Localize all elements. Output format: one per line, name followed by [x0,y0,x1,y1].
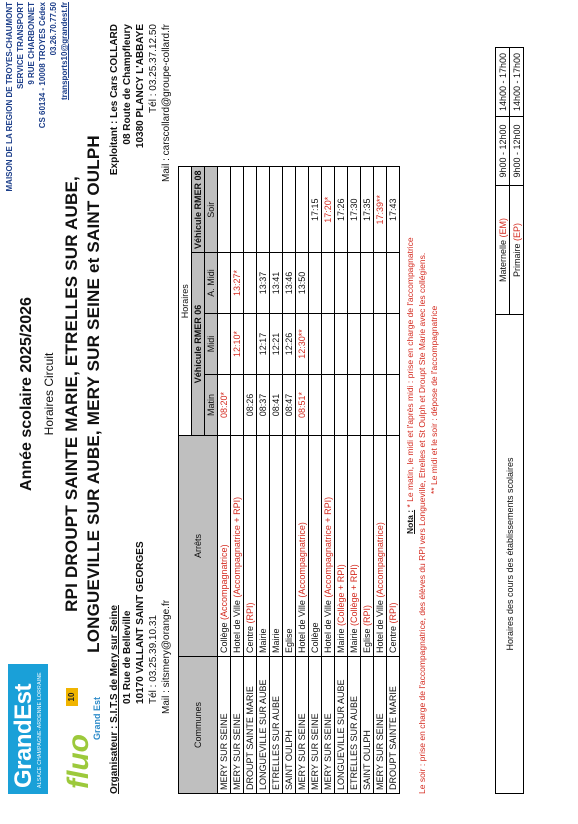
time-soir: 17:43 [387,167,400,253]
time-midi: 12:21 [270,314,283,375]
arret-cell [374,436,387,657]
time-midi [387,314,400,375]
organisateur-addr1: 01 Rue de Belleville [122,610,133,704]
header-amidi: A. Midi [205,253,218,314]
header-midi: Midi [205,314,218,375]
arret-name: Mairie [335,628,346,653]
arret-cell [361,436,374,657]
time-midi: 12:30** [296,314,309,375]
table-row [348,167,361,794]
arret-note: (RPI) [361,604,372,629]
commune-cell: MERY SUR SEINE [231,657,244,794]
time-matin [387,375,400,436]
time-matin: 08:26 [244,375,257,436]
arret-name: Hotel de Ville [322,600,333,653]
organisateur-addr2: 10170 VALLANT SAINT GEORGES [135,541,146,704]
course-am: 9h00 - 12h00 [510,117,524,186]
header-row-1 [179,167,192,794]
course-level-name: Primaire [511,243,522,278]
header-vehicle-2: Véhicule RMER 08 [192,167,205,253]
time-amidi [335,253,348,314]
table-row [322,167,335,794]
arret-cell [296,436,309,657]
commune-cell: SAINT OULPH [361,657,374,794]
time-midi [335,314,348,375]
time-matin: 08:20* [218,375,231,436]
arret-cell [309,436,322,657]
region-line-2: SERVICE TRANSPORT [16,2,25,89]
table-row [387,167,400,794]
time-soir [218,167,231,253]
table-row [231,167,244,794]
course-level-tag: (EP) [511,222,522,244]
region-line-3: 9 RUE CHARBONNET [27,2,36,85]
arret-note: (RPI) [244,602,255,626]
fluo-subtitle: Grand Est [92,696,102,740]
organisateur-block [108,541,173,794]
time-midi: 12:17 [257,314,270,375]
time-matin [231,375,244,436]
note-1 [404,237,416,534]
grandest-logo [8,664,48,794]
course-level [496,186,510,315]
time-amidi [322,253,335,314]
time-midi [244,314,257,375]
region-line-4: CS 60134 - 10008 TROYES Cédex [38,2,47,129]
course-level-name: Maternelle [497,239,508,283]
title-line-1: RPI DROUPT SAINTE MARIE, ETRELLES SUR AUBE, [62,176,81,612]
commune-cell: SAINT OULPH [283,657,296,794]
commune-cell: ETRELLES SUR AUBE [348,657,361,794]
time-midi: 12:26 [283,314,296,375]
time-amidi [361,253,374,314]
circuit-subtitle: Horaires Circuit [42,352,56,436]
header-vehicle-1: Véhicule RMER 06 [192,253,205,436]
region-line-1: MAISON DE LA REGION DE TROYES-CHAUMONT [5,2,14,192]
time-matin [322,375,335,436]
organisateur-label: Organisateur : S.I.T.S de Mery sur Seine [109,605,120,794]
time-midi [374,314,387,375]
time-midi [348,314,361,375]
commune-cell: DROUPT SAINTE MARIE [244,657,257,794]
arret-name: Collège [309,622,320,653]
arret-cell [257,436,270,657]
time-soir [257,167,270,253]
arret-name: Hotel de Ville [231,600,242,653]
time-midi [309,314,322,375]
time-amidi [387,253,400,314]
course-hours-row [496,48,510,794]
arret-name: Collège [218,622,229,653]
commune-cell: MERY SUR SEINE [218,657,231,794]
commune-cell: MERY SUR SEINE [296,657,309,794]
table-row [283,167,296,794]
header-communes: Communes [179,657,218,794]
table-row [218,167,231,794]
course-am: 9h00 - 12h00 [496,117,510,186]
time-soir [244,167,257,253]
arret-name: Mairie [257,628,268,653]
commune-cell: DROUPT SAINTE MARIE [387,657,400,794]
table-row [309,167,322,794]
time-amidi [348,253,361,314]
arret-name: Centre [387,625,398,653]
logo-word: GrandEst [10,683,37,788]
arret-name: Mairie [348,628,359,653]
time-soir: 17:30 [348,167,361,253]
arret-cell [218,436,231,657]
header-arrets: Arrêts [179,436,218,657]
note-1-text: * Le matin, le midi et l'après midi : prise en charge de l'accompagnatrice [405,237,415,510]
exploitant-tel: Tél : 03.25.37.12.50 [148,24,159,113]
timetable-body [218,167,400,794]
organisateur-mail: Mail : sitsmery@orange.fr [161,599,172,714]
arret-note: (RPI) [387,602,398,626]
school-year: Année scolaire 2025/2026 [18,297,35,491]
note-2: Le soir : prise en charge de l'accompagnatrice, des élèves du RPI vers Longueville, Etrelles et St Oulph et Droupt Ste Marie avec les collégiens. [417,252,427,794]
commune-cell: MERY SUR SEINE [374,657,387,794]
time-amidi: 13:37 [257,253,270,314]
time-amidi [218,253,231,314]
arret-name: Hotel de Ville [296,600,307,653]
table-row [374,167,387,794]
time-soir [283,167,296,253]
arret-note: (Collège + RPI) [348,564,359,629]
commune-cell: MERY SUR SEINE [322,657,335,794]
exploitant-block [108,24,173,354]
header-horaires: Horaires [179,167,192,436]
arret-note: (Accompagnatrice) [374,522,385,601]
time-matin [374,375,387,436]
time-soir: 17:35 [361,167,374,253]
logo-tagline: ALSACE CHAMPAGNE-ARDENNE LORRAINE [37,672,43,788]
time-soir [231,167,244,253]
course-pm: 14h00 - 17h00 [510,48,524,117]
exploitant-addr1: 08 Route de Champfleury [122,24,133,145]
arret-cell [335,436,348,657]
time-matin [348,375,361,436]
title-line-2: LONGUEVILLE SUR AUBE, MERY SUR SEINE et SAINT OULPH [84,135,103,653]
header-soir: Soir [205,167,218,253]
course-pm: 14h00 - 17h00 [496,48,510,117]
region-line-5: 03.26.70.77.50 [49,2,58,56]
course-hours-label: Horaires des cours des établissements scolaires [496,315,524,794]
course-hours-table [495,47,524,794]
arret-cell [231,436,244,657]
time-amidi [244,253,257,314]
arret-cell [348,436,361,657]
table-row [296,167,309,794]
arret-name: Centre [244,625,255,653]
table-row [335,167,348,794]
commune-cell: LONGUEVILLE SUR AUBE [257,657,270,794]
time-soir [270,167,283,253]
table-row [244,167,257,794]
table-row [257,167,270,794]
time-soir: 17:15 [309,167,322,253]
exploitant-mail: Mail : carscollard@groupe-collard.fr [161,24,172,182]
commune-cell: MERY SUR SEINE [309,657,322,794]
header-matin: Matin [205,375,218,436]
time-soir: 17:20* [322,167,335,253]
time-matin: 08:47 [283,375,296,436]
arret-name: Eglise [361,628,372,653]
arret-cell [244,436,257,657]
time-matin [361,375,374,436]
time-amidi: 13:46 [283,253,296,314]
commune-cell: ETRELLES SUR AUBE [270,657,283,794]
exploitant-addr2: 10380 PLANCY L'ABBAYE [135,24,146,149]
note-3: ** Le midi et le soir : dépose de l'accompagnatrice [429,305,439,494]
time-soir [296,167,309,253]
table-row [270,167,283,794]
arret-cell [322,436,335,657]
arret-cell [270,436,283,657]
region-line-6: transports10@grandest.fr [60,2,69,101]
organisateur-tel: Tél : 03.25.39.10.31 [148,615,159,704]
fluo-number: 10 [66,688,78,706]
note-label: Nota : [405,509,415,534]
time-matin [335,375,348,436]
arret-note: (Accompagnatrice + RPI) [322,496,333,601]
time-soir: 17:39** [374,167,387,253]
time-midi: 12:10* [231,314,244,375]
time-amidi: 13:50 [296,253,309,314]
arret-note: (Accompagnatrice + RPI) [231,496,242,601]
time-matin: 08:37 [257,375,270,436]
arret-name: Mairie [270,628,281,653]
time-matin [309,375,322,436]
time-midi [218,314,231,375]
time-amidi: 13:27* [231,253,244,314]
table-row [361,167,374,794]
arret-note: (Collège + RPI) [335,564,346,629]
time-amidi: 13:41 [270,253,283,314]
region-contact [4,2,70,192]
time-amidi [374,253,387,314]
fluo-logo: fluo [62,734,95,789]
arret-cell [283,436,296,657]
arret-name: Eglise [283,628,294,653]
arret-cell [387,436,400,657]
time-matin: 08:41 [270,375,283,436]
time-soir: 17:26 [335,167,348,253]
time-matin: 08:51* [296,375,309,436]
timetable [178,166,400,794]
arret-note: (Accompagnatrice) [218,544,229,623]
time-midi [361,314,374,375]
arret-note: (Accompagnatrice) [296,522,307,601]
time-midi [322,314,335,375]
exploitant-label: Exploitant : Les Cars COLLARD [109,24,120,176]
arret-name: Hotel de Ville [374,600,385,653]
time-amidi [309,253,322,314]
commune-cell: LONGUEVILLE SUR AUBE [335,657,348,794]
course-level-tag: (EM) [497,217,508,240]
course-level [510,186,524,315]
